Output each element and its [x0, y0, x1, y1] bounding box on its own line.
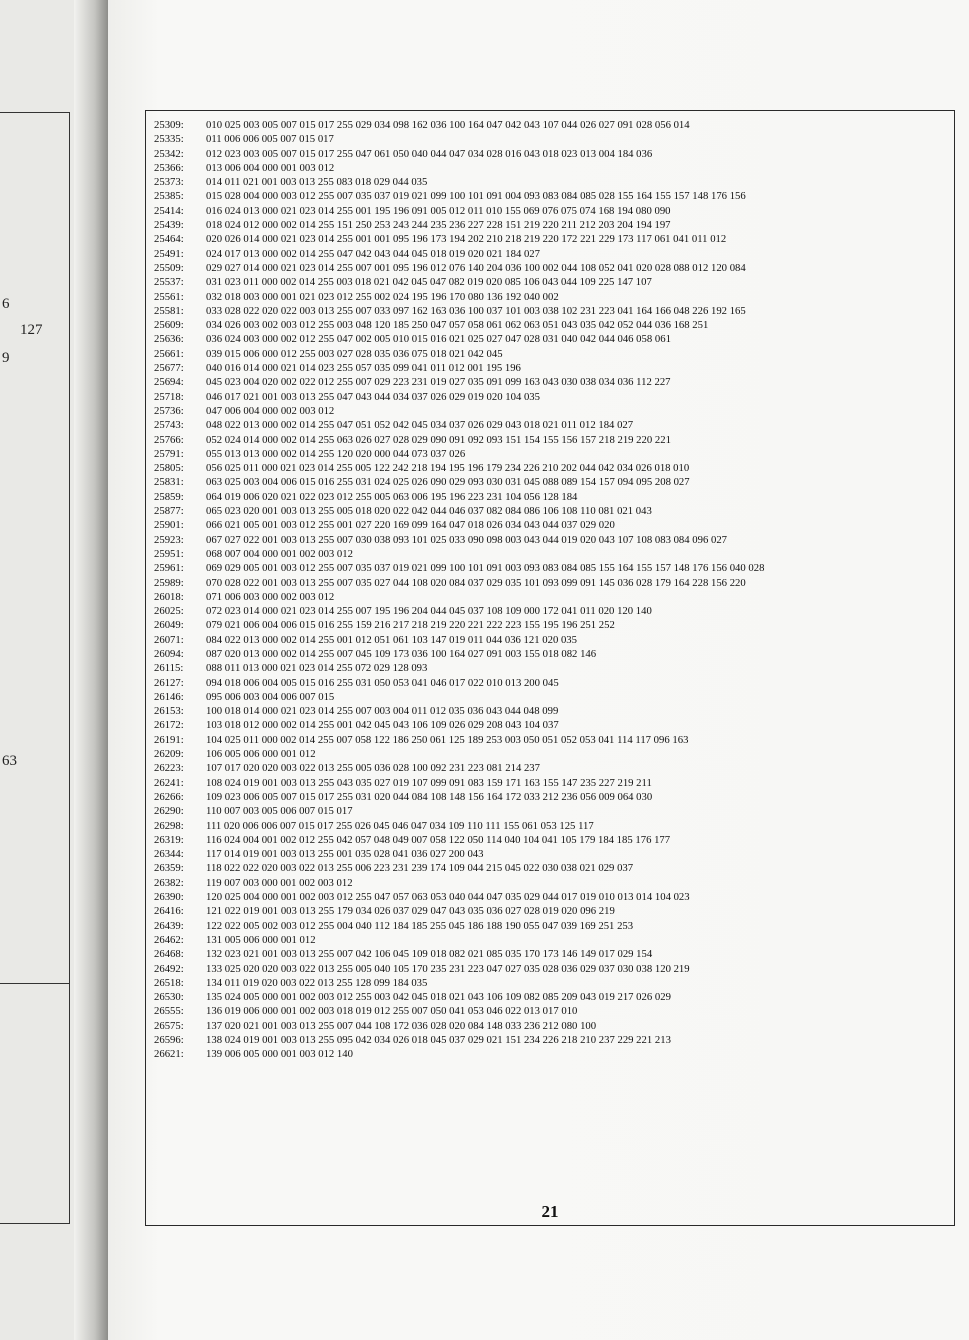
- document-page: [108, 0, 969, 1340]
- row-sequence: 088 011 013 000 021 023 014 255 072 029 128 093: [206, 662, 428, 675]
- row-sequence: 036 024 003 000 002 012 255 047 002 005 010 015 016 021 025 027 047 028 031 040 042 044 046 058 061: [206, 333, 671, 346]
- table-row: [154, 761, 944, 775]
- row-sequence: 135 024 005 000 001 002 003 012 255 003 042 045 018 021 043 106 109 082 085 209 043 019 217 026 029: [206, 991, 671, 1004]
- row-index: 26223:: [154, 762, 184, 775]
- row-sequence: 040 016 014 000 021 014 023 255 057 035 099 041 011 012 001 195 196: [206, 362, 521, 375]
- row-sequence: 084 022 013 000 002 014 255 001 012 051 061 103 147 019 011 044 036 121 020 035: [206, 633, 577, 646]
- row-sequence: 046 017 021 001 003 013 255 047 043 044 034 037 026 029 019 020 104 035: [206, 390, 540, 403]
- row-index: 26127:: [154, 676, 184, 689]
- table-row: [154, 232, 944, 246]
- row-index: 25491:: [154, 247, 184, 260]
- row-index: 25366:: [154, 161, 184, 174]
- row-sequence: 064 019 006 020 021 022 023 012 255 005 063 006 195 196 223 231 104 056 128 184: [206, 490, 578, 503]
- row-sequence: 056 025 011 000 021 023 014 255 005 122 242 218 194 195 196 179 234 226 210 202 044 042 034 026 018 010: [206, 462, 690, 475]
- row-index: 25877:: [154, 505, 184, 518]
- table-row: [154, 189, 944, 203]
- table-row: [154, 361, 944, 375]
- table-row: [154, 247, 944, 261]
- row-index: 25661:: [154, 347, 184, 360]
- row-index: 25609:: [154, 319, 184, 332]
- table-row: [154, 261, 944, 275]
- row-index: 26290:: [154, 805, 184, 818]
- row-index: 25718:: [154, 390, 184, 403]
- table-row: [154, 618, 944, 632]
- row-index: 25694:: [154, 376, 184, 389]
- row-index: 26018:: [154, 590, 184, 603]
- row-index: 25989:: [154, 576, 184, 589]
- table-row: [154, 204, 944, 218]
- row-index: 26298:: [154, 819, 184, 832]
- table-row: [154, 490, 944, 504]
- row-index: 25736:: [154, 404, 184, 417]
- row-sequence: 039 015 006 000 012 255 003 027 028 035 036 075 018 021 042 045: [206, 347, 503, 360]
- table-row: [154, 833, 944, 847]
- row-sequence: 045 023 004 020 002 022 012 255 007 029 223 231 019 027 035 091 099 163 043 030 038 034 036 112 227: [206, 376, 671, 389]
- row-index: 25561:: [154, 290, 184, 303]
- row-index: 25342:: [154, 147, 184, 160]
- row-index: 25385:: [154, 190, 184, 203]
- previous-page: [0, 0, 108, 1340]
- table-row: [154, 375, 944, 389]
- table-row: [154, 518, 944, 532]
- row-sequence: 138 024 019 001 003 013 255 095 042 034 026 018 045 037 029 021 151 234 226 218 210 237 229 221 213: [206, 1034, 671, 1046]
- row-sequence: 067 027 022 001 003 013 255 007 030 038 093 101 025 033 090 098 003 043 044 019 020 043 107 108 083 084 096 027: [206, 533, 728, 546]
- row-index: 25335:: [154, 133, 184, 146]
- table-row: [154, 718, 944, 732]
- row-index: 26049:: [154, 619, 184, 632]
- row-sequence: 116 024 004 001 002 012 255 042 057 048 049 007 058 122 050 114 040 104 041 105 179 184 185 176 177: [206, 833, 671, 846]
- row-index: 25859:: [154, 490, 184, 503]
- row-sequence: 094 018 006 004 005 015 016 255 031 050 053 041 046 017 022 010 013 200 045: [206, 676, 559, 689]
- row-sequence: 087 020 013 000 002 014 255 007 045 109 173 036 100 164 027 091 003 155 018 082 146: [206, 647, 597, 660]
- row-sequence: 013 006 004 000 001 003 012: [206, 161, 335, 174]
- content-frame: [145, 110, 955, 1226]
- table-row: [154, 118, 944, 132]
- table-row: [154, 733, 944, 747]
- row-sequence: 137 020 021 001 003 013 255 007 044 108 172 036 028 020 084 148 033 236 212 080 100: [206, 1019, 597, 1032]
- table-row: [154, 404, 944, 418]
- table-row: [154, 1019, 944, 1033]
- row-index: 26191:: [154, 733, 184, 746]
- row-sequence: 108 024 019 001 003 013 255 043 035 027 019 107 099 091 083 159 171 163 155 147 235 227 219 211: [206, 776, 652, 789]
- row-sequence: 063 025 003 004 006 015 016 255 031 024 025 026 090 029 093 030 031 045 088 089 154 157 094 095 208 027: [206, 476, 690, 489]
- row-index: 26382:: [154, 876, 184, 889]
- row-index: 26209:: [154, 748, 184, 761]
- table-row: [154, 690, 944, 704]
- row-index: 26146:: [154, 690, 184, 703]
- row-sequence: 103 018 012 000 002 014 255 001 042 045 043 106 109 026 029 208 043 104 037: [206, 719, 559, 732]
- row-sequence: 117 014 019 001 003 013 255 001 035 028 041 036 027 200 043: [206, 848, 484, 861]
- row-index: 25439:: [154, 219, 184, 232]
- table-row: [154, 132, 944, 146]
- table-row: [154, 947, 944, 961]
- row-sequence: 034 026 003 002 003 012 255 003 048 120 185 250 047 057 058 061 062 063 051 043 035 042 052 044 036 168 251: [206, 319, 709, 332]
- row-sequence: 132 023 021 001 003 013 255 007 042 106 045 109 018 082 021 085 035 170 173 146 149 017 029 154: [206, 948, 653, 961]
- table-row: [154, 576, 944, 590]
- row-sequence: 131 005 006 000 001 012: [206, 933, 316, 946]
- table-row: [154, 533, 944, 547]
- row-sequence: 015 028 004 000 003 012 255 007 035 037 019 021 099 100 101 091 004 093 083 084 085 028 155 164 155 157 148 176 156: [206, 190, 746, 203]
- table-row: [154, 461, 944, 475]
- row-index: 26359:: [154, 862, 184, 875]
- row-sequence: 032 018 003 000 001 021 023 012 255 002 024 195 196 170 080 136 192 040 002: [206, 290, 559, 303]
- row-index: 25636:: [154, 333, 184, 346]
- row-index: 26266:: [154, 790, 184, 803]
- row-index: 25951:: [154, 547, 184, 560]
- row-sequence: 068 007 004 000 001 002 003 012: [206, 547, 353, 560]
- row-sequence: 072 023 014 000 021 023 014 255 007 195 196 204 044 045 037 108 109 000 172 041 011 020 120 140: [206, 605, 652, 618]
- row-sequence: 136 019 006 000 001 002 003 018 019 012 255 007 050 041 053 046 022 013 017 010: [206, 1005, 578, 1018]
- table-row: [154, 1047, 944, 1061]
- table-row: [154, 504, 944, 518]
- row-sequence: 119 007 003 000 001 002 003 012: [206, 876, 353, 889]
- row-sequence: 106 005 006 000 001 012: [206, 748, 316, 761]
- table-row: [154, 890, 944, 904]
- row-index: 26241:: [154, 776, 184, 789]
- previous-page-frame: [0, 112, 70, 1224]
- row-index: 25537:: [154, 276, 184, 289]
- table-row: [154, 561, 944, 575]
- table-row: [154, 547, 944, 561]
- row-sequence: 018 024 012 000 002 014 255 151 250 253 243 244 235 236 227 228 151 219 220 211 212 203 204 194 197: [206, 219, 671, 232]
- row-sequence: 095 006 003 004 006 007 015: [206, 690, 335, 703]
- row-sequence: 134 011 019 020 003 022 013 255 128 099 184 035: [206, 976, 428, 989]
- row-sequence: 014 011 021 001 003 013 255 083 018 029 044 035: [206, 176, 428, 189]
- row-index: 26344:: [154, 848, 184, 861]
- table-row: [154, 418, 944, 432]
- table-row: [154, 290, 944, 304]
- row-sequence: 122 022 005 002 003 012 255 004 040 112 184 185 255 045 186 188 190 055 047 039 169 251 253: [206, 919, 634, 932]
- edge-number: 63: [2, 753, 17, 769]
- row-index: 26492:: [154, 962, 184, 975]
- row-index: 26596:: [154, 1034, 184, 1046]
- row-sequence: 010 025 003 005 007 015 017 255 029 034 098 162 036 100 164 047 042 043 107 044 026 027 091 028 056 014: [206, 119, 690, 131]
- row-index: 25791:: [154, 447, 184, 460]
- data-rows: [154, 118, 944, 1062]
- row-index: 26468:: [154, 948, 184, 961]
- row-sequence: 110 007 003 005 006 007 015 017: [206, 805, 353, 818]
- table-row: [154, 904, 944, 918]
- row-sequence: 069 029 005 001 003 012 255 007 035 037 019 021 099 100 101 091 003 093 083 084 085 155 164 155 157 148 176 156 040 028: [206, 562, 765, 575]
- edge-number: 127: [20, 322, 43, 338]
- row-index: 25373:: [154, 176, 184, 189]
- row-sequence: 133 025 020 020 003 022 013 255 005 040 105 170 235 231 223 047 027 035 028 036 029 037 030 038 120 219: [206, 962, 690, 975]
- table-row: [154, 433, 944, 447]
- edge-number: 9: [2, 350, 10, 366]
- row-sequence: 121 022 019 001 003 013 255 179 034 026 037 029 047 043 035 036 027 028 019 020 096 219: [206, 905, 615, 918]
- row-sequence: 139 006 005 000 001 003 012 140: [206, 1048, 353, 1061]
- row-sequence: 011 006 006 005 007 015 017: [206, 133, 334, 146]
- table-row: [154, 275, 944, 289]
- row-index: 25961:: [154, 562, 184, 575]
- table-row: [154, 161, 944, 175]
- row-index: 25509:: [154, 261, 184, 274]
- page-number: 21: [541, 1202, 559, 1221]
- row-index: 26319:: [154, 833, 184, 846]
- row-index: 25414:: [154, 204, 184, 217]
- row-index: 25677:: [154, 362, 184, 375]
- row-index: 25766:: [154, 433, 184, 446]
- row-index: 26621:: [154, 1048, 184, 1061]
- table-row: [154, 218, 944, 232]
- row-index: 26530:: [154, 991, 184, 1004]
- table-row: [154, 776, 944, 790]
- table-row: [154, 861, 944, 875]
- row-sequence: 070 028 022 001 003 013 255 007 035 027 044 108 020 084 037 029 035 101 093 099 091 145 036 028 179 164 228 156 220: [206, 576, 746, 589]
- row-index: 26172:: [154, 719, 184, 732]
- row-index: 26025:: [154, 605, 184, 618]
- previous-page-rule: [0, 983, 69, 984]
- row-index: 25805:: [154, 462, 184, 475]
- table-row: [154, 790, 944, 804]
- row-index: 25743:: [154, 419, 184, 432]
- row-sequence: 109 023 006 005 007 015 017 255 031 020 044 084 108 148 156 164 172 033 212 236 056 009 064 030: [206, 790, 653, 803]
- row-index: 26390:: [154, 891, 184, 904]
- table-row: [154, 876, 944, 890]
- row-sequence: 020 026 014 000 021 023 014 255 001 001 095 196 173 194 202 210 218 219 220 172 221 229 173 117 061 041 011 012: [206, 233, 727, 246]
- table-row: [154, 747, 944, 761]
- row-index: 26518:: [154, 976, 184, 989]
- table-row: [154, 604, 944, 618]
- row-index: 26416:: [154, 905, 184, 918]
- row-index: 25464:: [154, 233, 184, 246]
- table-row: [154, 847, 944, 861]
- table-row: [154, 318, 944, 332]
- table-row: [154, 304, 944, 318]
- row-index: 26555:: [154, 1005, 184, 1018]
- row-sequence: 033 028 022 020 022 003 013 255 007 033 097 162 163 036 100 037 101 003 038 102 231 223 041 164 166 048 226 192 165: [206, 304, 746, 317]
- row-index: 26153:: [154, 705, 184, 718]
- row-index: 25831:: [154, 476, 184, 489]
- row-sequence: 024 017 013 000 002 014 255 047 042 043 044 045 018 019 020 021 184 027: [206, 247, 540, 260]
- row-sequence: 047 006 004 000 002 003 012: [206, 404, 335, 417]
- row-sequence: 071 006 003 000 002 003 012: [206, 590, 335, 603]
- row-sequence: 048 022 013 000 002 014 255 047 051 052 042 045 034 037 026 029 043 018 021 011 012 184 027: [206, 419, 634, 432]
- table-row: [154, 819, 944, 833]
- table-row: [154, 332, 944, 346]
- row-index: 25581:: [154, 304, 184, 317]
- table-row: [154, 590, 944, 604]
- row-index: 26071:: [154, 633, 184, 646]
- row-index: 25901:: [154, 519, 184, 532]
- edge-number: 6: [2, 296, 10, 312]
- table-row: [154, 976, 944, 990]
- table-row: [154, 919, 944, 933]
- row-sequence: 104 025 011 000 002 014 255 007 058 122 186 250 061 125 189 253 003 050 051 052 053 041 114 117 096 163: [206, 733, 689, 746]
- row-sequence: 111 020 006 006 007 015 017 255 026 045 046 047 034 109 110 111 155 061 053 125 117: [206, 819, 594, 832]
- row-sequence: 100 018 014 000 021 023 014 255 007 003 004 011 012 035 036 043 044 048 099: [206, 705, 559, 718]
- table-row: [154, 647, 944, 661]
- row-sequence: 052 024 014 000 002 014 255 063 026 027 028 029 090 091 092 093 151 154 155 156 157 218 219 220 221: [206, 433, 671, 446]
- table-row: [154, 1004, 944, 1018]
- book-spine-shadow: [74, 0, 108, 1340]
- row-sequence: 118 022 022 020 003 022 013 255 006 223 231 239 174 109 044 215 045 022 030 038 021 029 037: [206, 862, 634, 875]
- row-sequence: 107 017 020 020 003 022 013 255 005 036 028 100 092 231 223 081 214 237: [206, 762, 540, 775]
- table-row: [154, 475, 944, 489]
- table-row: [154, 661, 944, 675]
- table-row: [154, 990, 944, 1004]
- row-index: 26439:: [154, 919, 184, 932]
- row-index: 26115:: [154, 662, 184, 675]
- row-index: 26094:: [154, 647, 184, 660]
- row-sequence: 066 021 005 001 003 012 255 001 027 220 169 099 164 047 018 026 034 043 044 037 029 020: [206, 519, 615, 532]
- row-sequence: 029 027 014 000 021 023 014 255 007 001 095 196 012 076 140 204 036 100 002 044 108 052 041 020 028 088 012 120 084: [206, 261, 746, 274]
- row-sequence: 016 024 013 000 021 023 014 255 001 195 196 091 005 012 011 010 155 069 076 075 074 168 194 080 090: [206, 204, 671, 217]
- row-sequence: 031 023 011 000 002 014 255 003 018 021 042 045 047 082 019 020 085 106 043 044 109 225 147 107: [206, 276, 652, 289]
- table-row: [154, 390, 944, 404]
- table-row: [154, 347, 944, 361]
- row-sequence: 065 023 020 001 003 013 255 005 018 020 022 042 044 046 037 082 084 086 106 108 110 081 021 043: [206, 505, 652, 518]
- row-index: 25309:: [154, 119, 184, 131]
- table-row: [154, 633, 944, 647]
- row-index: 25923:: [154, 533, 184, 546]
- row-index: 26462:: [154, 933, 184, 946]
- table-row: [154, 933, 944, 947]
- row-sequence: 055 013 013 000 002 014 255 120 020 000 044 073 037 026: [206, 447, 466, 460]
- row-sequence: 079 021 006 004 006 015 016 255 159 216 217 218 219 220 221 222 223 155 195 196 251 252: [206, 619, 615, 632]
- row-sequence: 012 023 003 005 007 015 017 255 047 061 050 040 044 047 034 028 016 043 018 023 013 004 184 036: [206, 147, 653, 160]
- table-row: [154, 704, 944, 718]
- table-row: [154, 147, 944, 161]
- table-row: [154, 676, 944, 690]
- table-row: [154, 962, 944, 976]
- table-row: [154, 1033, 944, 1047]
- table-row: [154, 175, 944, 189]
- table-row: [154, 447, 944, 461]
- row-sequence: 120 025 004 000 001 002 003 012 255 047 057 063 053 040 044 047 035 029 044 017 019 010 013 014 104 023: [206, 891, 690, 904]
- row-index: 26575:: [154, 1019, 184, 1032]
- table-row: [154, 804, 944, 818]
